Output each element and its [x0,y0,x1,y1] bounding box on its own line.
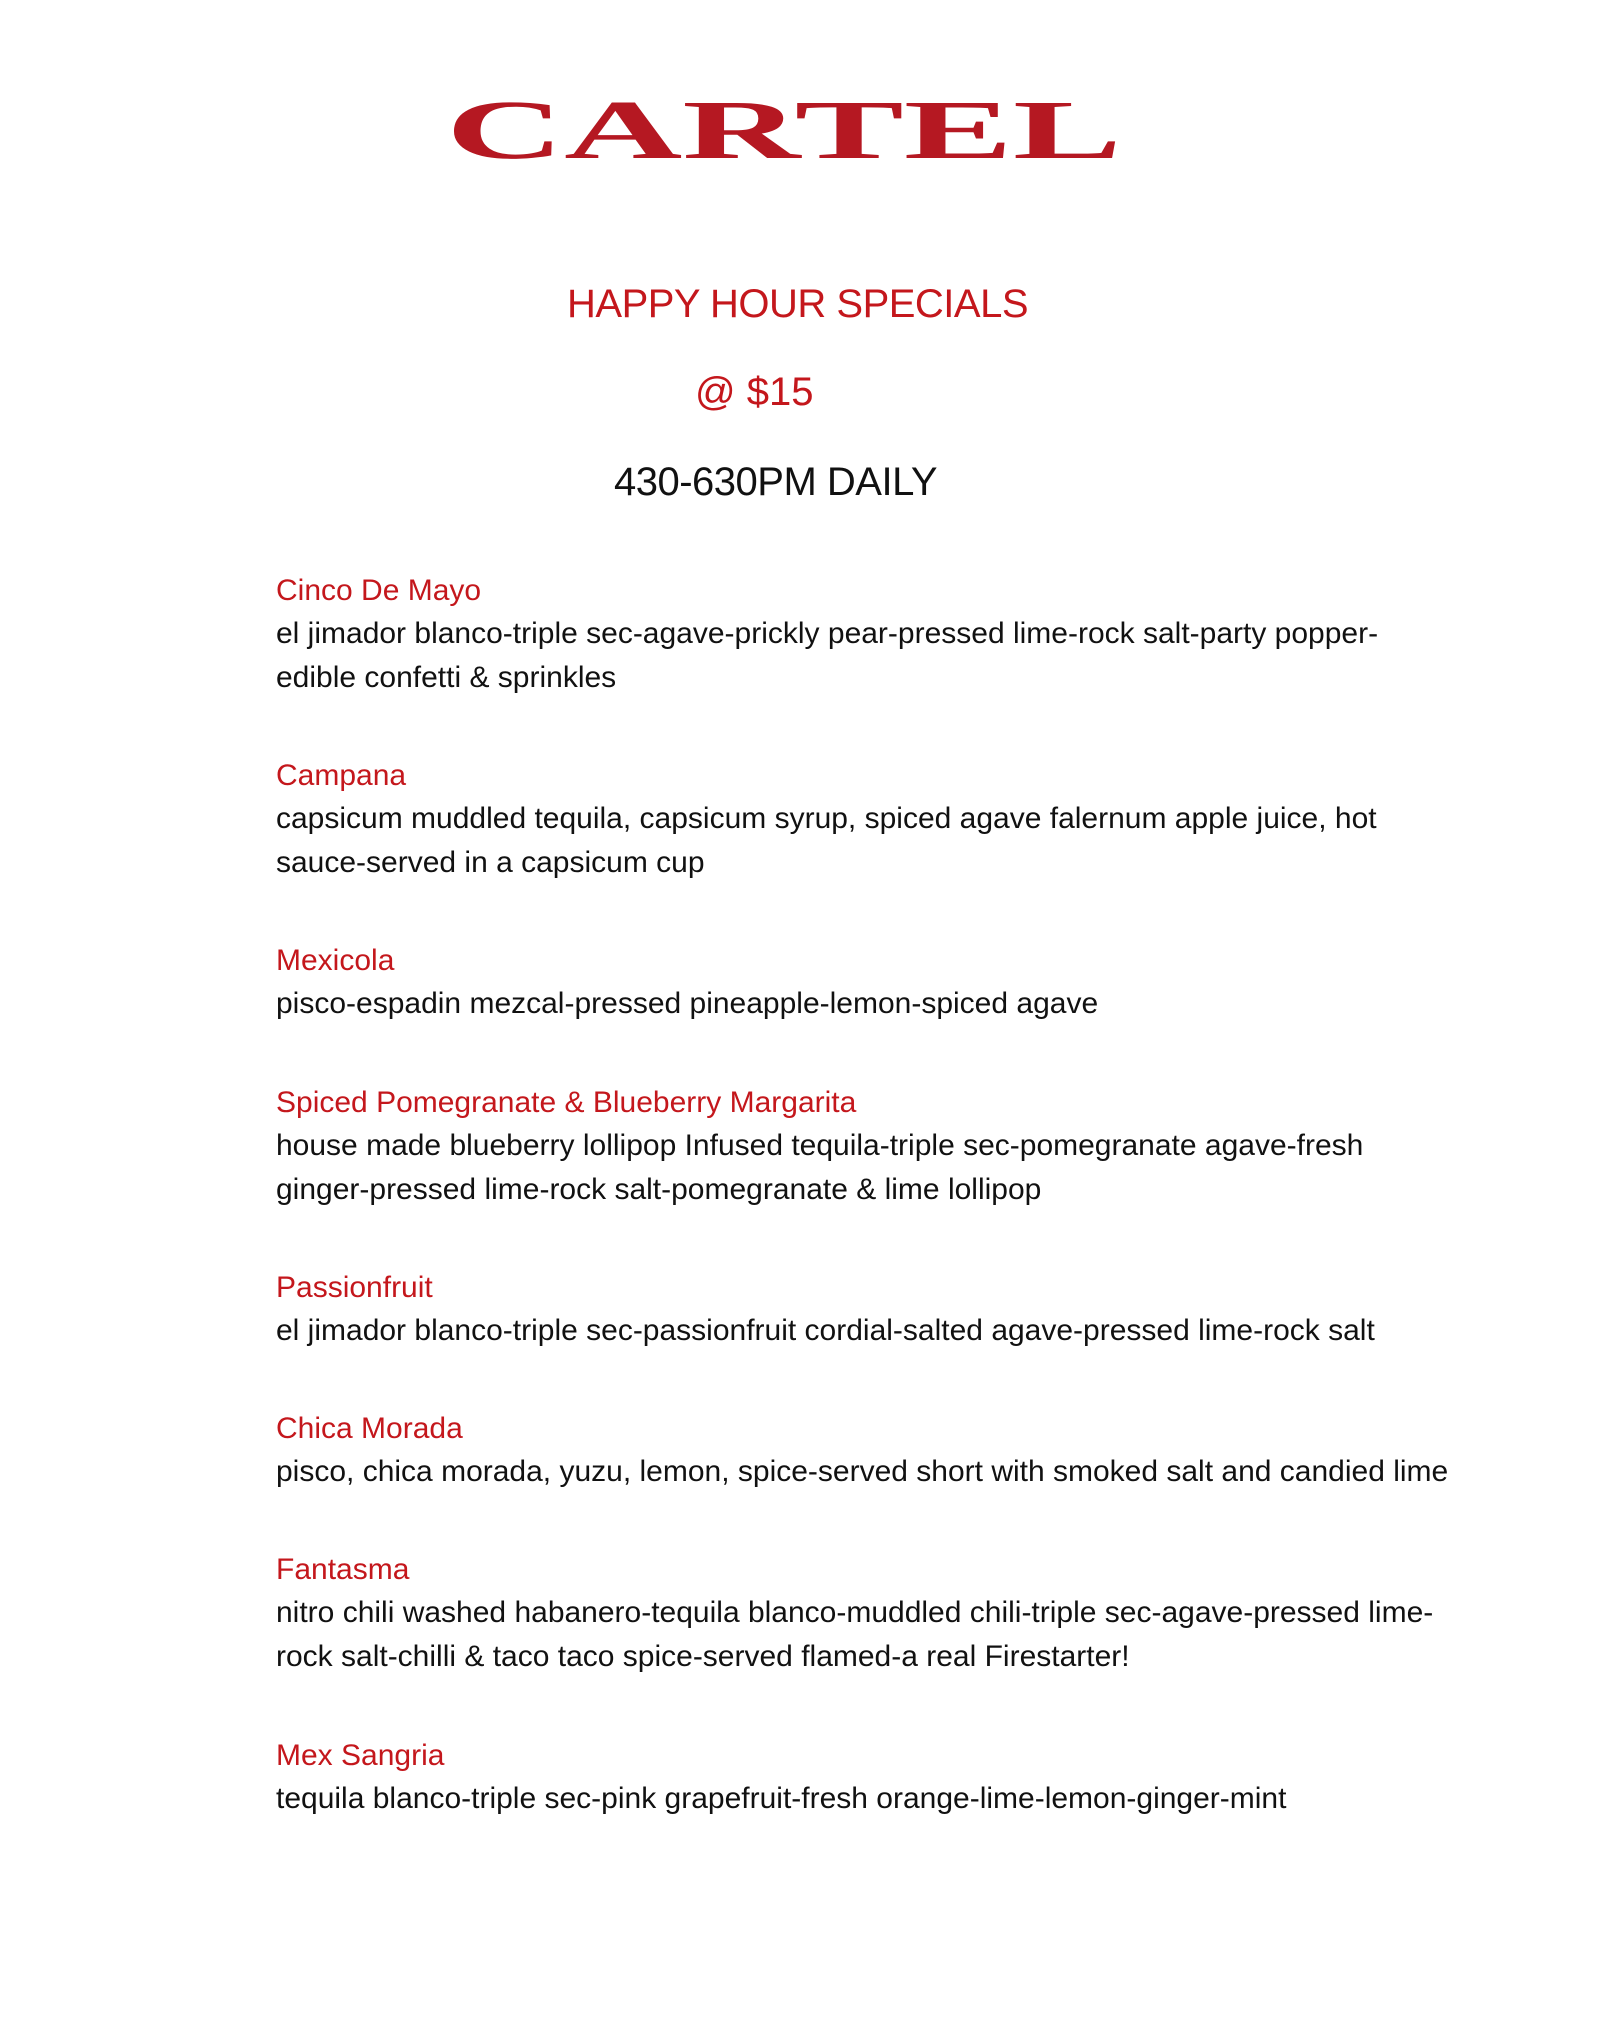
menu-item-name: Campana [276,759,407,792]
menu-item-description [276,1777,1586,1821]
menu-item-cinco-de-mayo [276,570,1586,700]
description-line: pisco-espadin mezcal-pressed pineapple-lemon-spiced agave [276,987,1099,1020]
cartel-logo [446,92,1122,164]
menu-item-mex-sangria [276,1735,1586,1821]
menu-item-campana [276,755,1586,885]
menu-item-description [276,1124,1586,1212]
description-line: nitro chili washed habanero-tequila blanco-muddled chili-triple sec-agave-pressed lime- [276,1596,1434,1629]
menu-item-description [276,1591,1586,1679]
description-line: edible confetti & sprinkles [276,661,617,694]
hours-label: 430-630PM DAILY [614,460,938,504]
menu-item-description [276,1309,1586,1353]
menu-item-description [276,612,1586,700]
menu-item-description [276,1450,1586,1494]
menu-item-chica-morada [276,1408,1586,1494]
description-line: rock salt-chilli & taco taco spice-served flamed-a real Firestarter! [276,1640,1130,1673]
menu-item-name: Mex Sangria [276,1739,445,1772]
menu-item-name: Mexicola [276,944,395,977]
description-line: el jimador blanco-triple sec-passionfruit cordial-salted agave-pressed lime-rock salt [276,1314,1375,1347]
description-line: house made blueberry lollipop Infused tequila-triple sec-pomegranate agave-fresh [276,1129,1364,1162]
description-line: pisco, chica morada, yuzu, lemon, spice-served short with smoked salt and candied lime [276,1455,1449,1488]
menu-item-passionfruit [276,1267,1586,1353]
menu-item-name: Spiced Pomegranate & Blueberry Margarita [276,1086,857,1119]
menu-item-mexicola [276,940,1586,1026]
svg-text:CARTEL: CARTEL [446,92,1122,164]
menu-item-fantasma [276,1549,1586,1679]
menu-item-description [276,982,1586,1026]
description-line: el jimador blanco-triple sec-agave-prickly pear-pressed lime-rock salt-party popper- [276,617,1379,650]
menu-item-name: Fantasma [276,1553,410,1586]
price-label: @ $15 [695,370,814,414]
description-line: sauce-served in a capsicum cup [276,846,705,879]
description-line: ginger-pressed lime-rock salt-pomegranate & lime lollipop [276,1173,1042,1206]
menu-item-name: Cinco De Mayo [276,574,482,607]
happy-hour-title: HAPPY HOUR SPECIALS [567,282,1029,326]
menu-item-name: Chica Morada [276,1412,463,1445]
description-line: tequila blanco-triple sec-pink grapefruit-fresh orange-lime-lemon-ginger-mint [276,1782,1287,1815]
menu-item-name: Passionfruit [276,1271,433,1304]
menu-item-spiced-pomegranate-blueberry-margarita [276,1082,1586,1212]
menu-item-description [276,797,1586,885]
description-line: capsicum muddled tequila, capsicum syrup, spiced agave falernum apple juice, hot [276,802,1377,835]
